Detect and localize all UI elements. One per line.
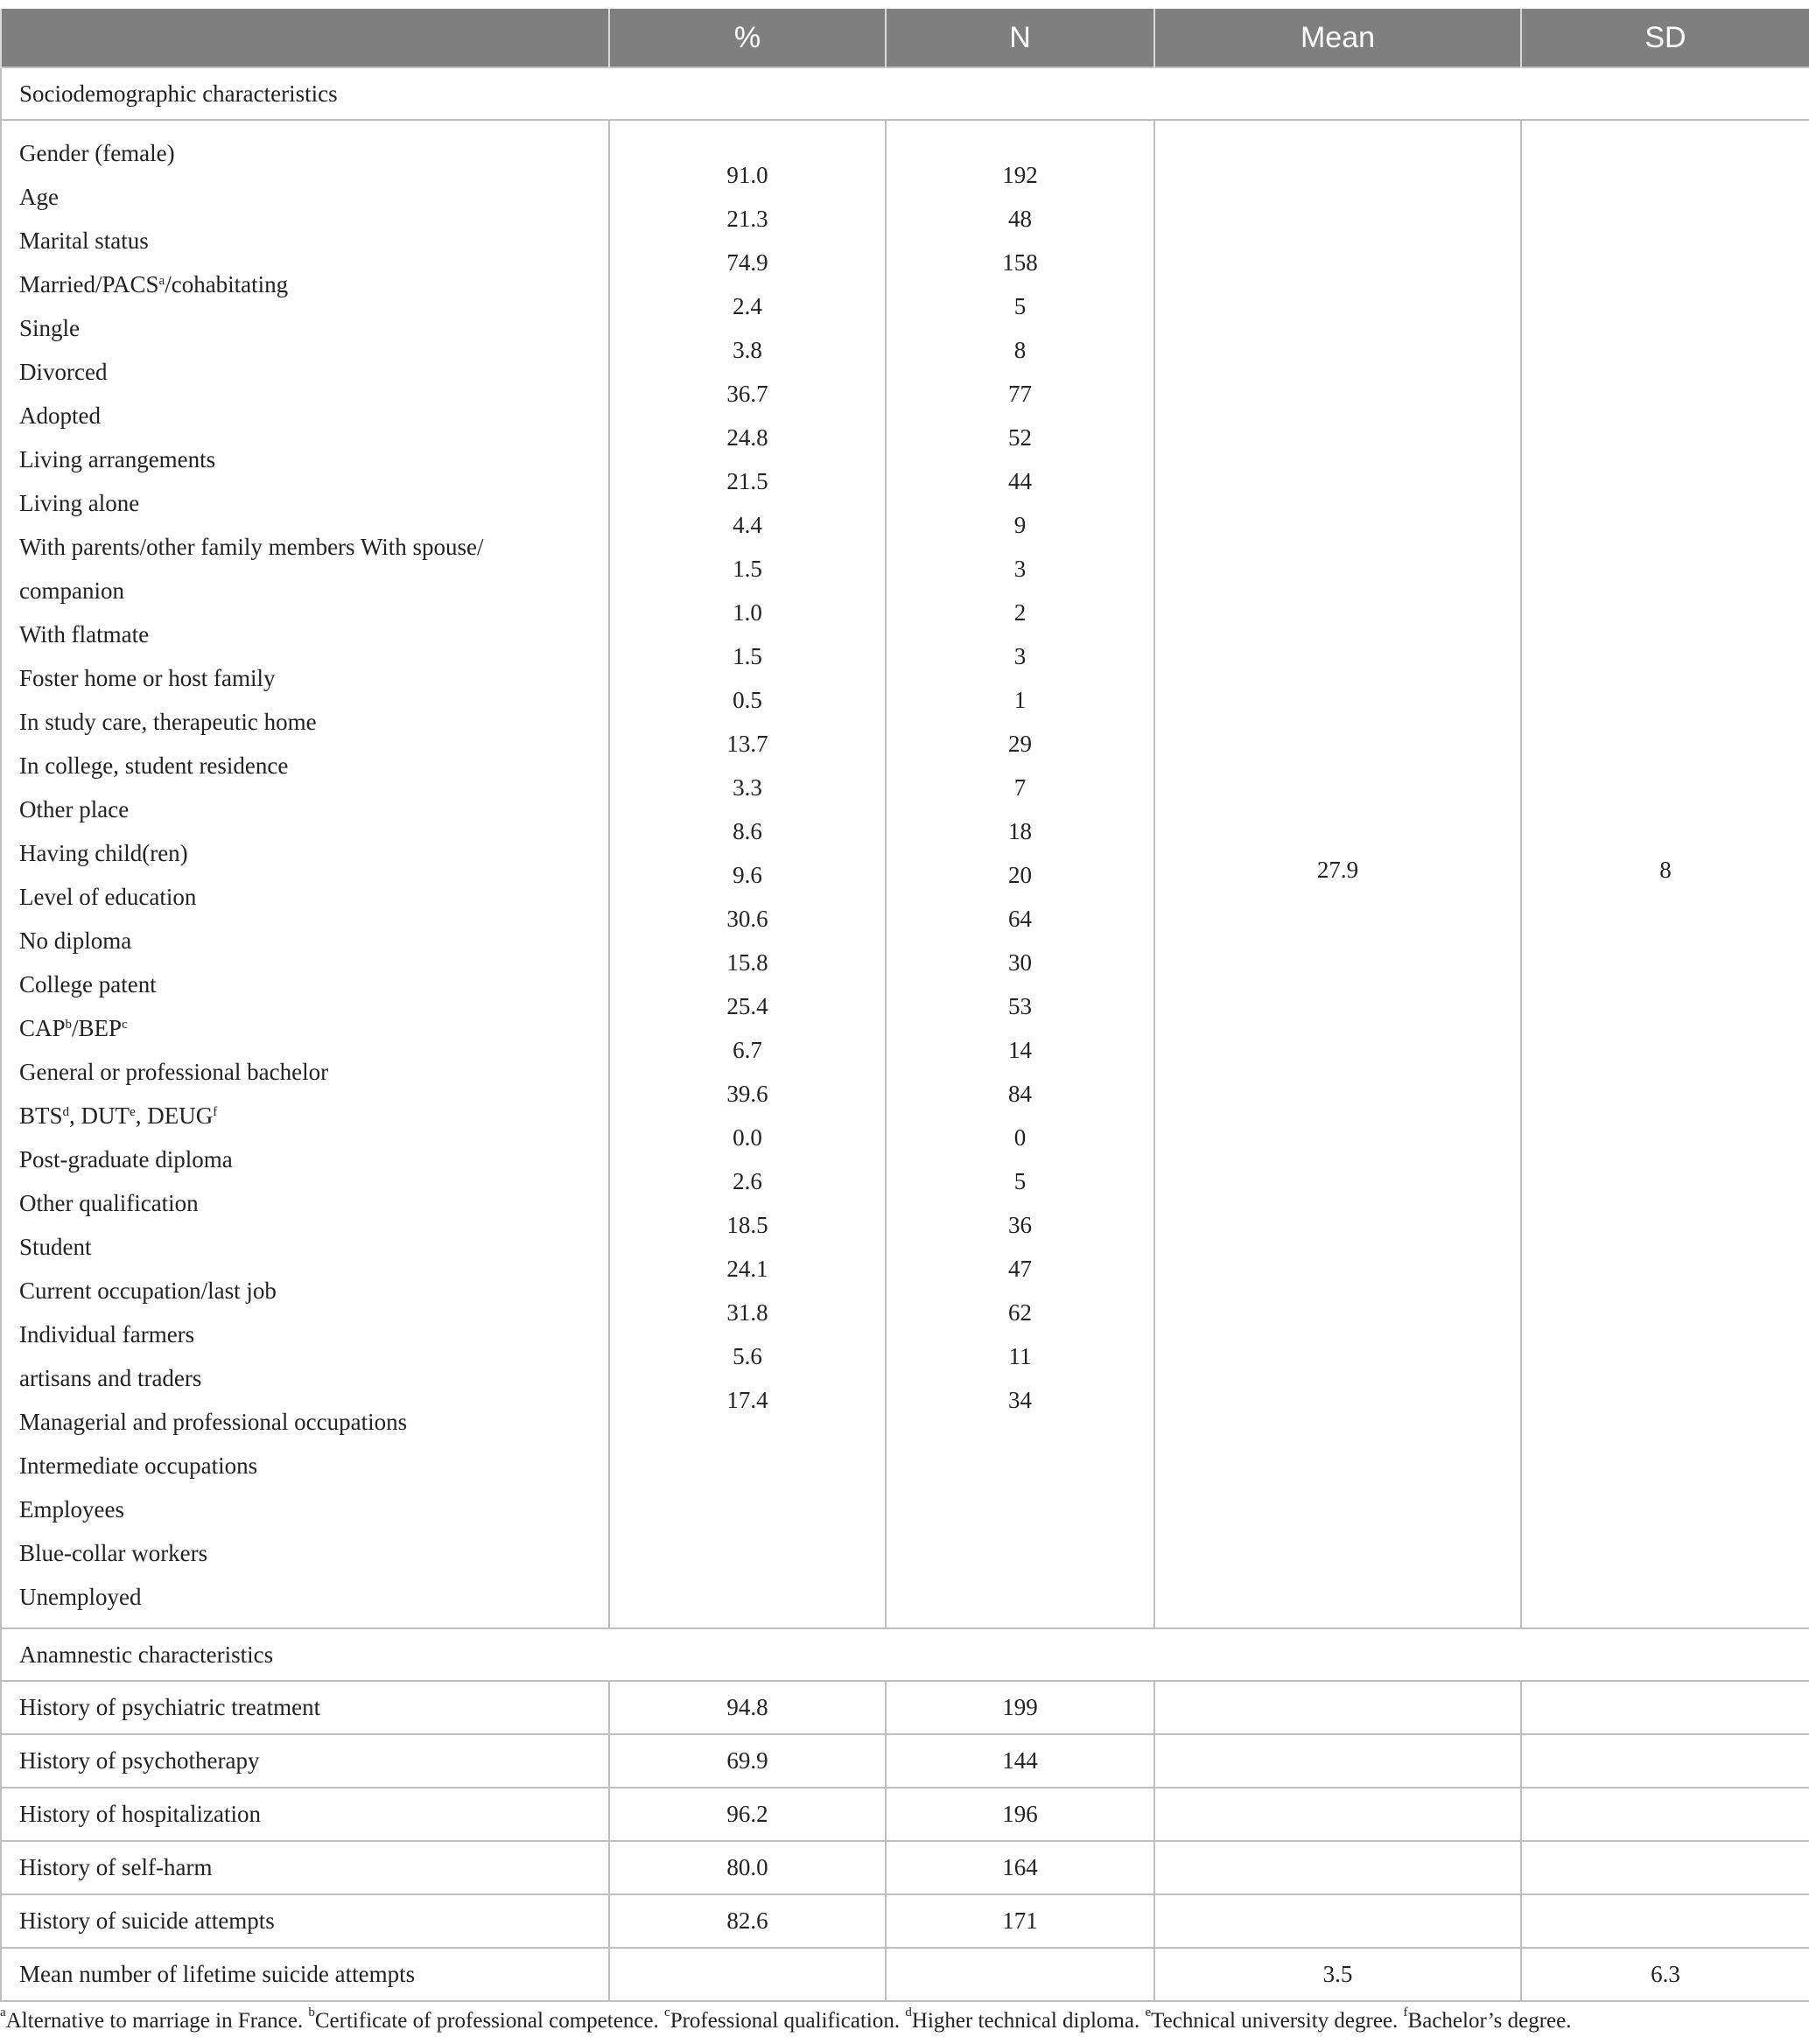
section-row bbox=[1, 1628, 1809, 1681]
sociodemographic-label: Blue-collar workers bbox=[19, 1540, 208, 1566]
sociodemographic-label: With flatmate bbox=[19, 621, 150, 648]
row-sd bbox=[1521, 1841, 1809, 1894]
sociodemographic-label: Other qualification bbox=[19, 1190, 199, 1216]
sociodemographic-n-value: 52 bbox=[1008, 424, 1032, 451]
sociodemographic-label: General or professional bachelor bbox=[19, 1059, 329, 1085]
sociodemographic-label: Current occupation/last job bbox=[19, 1278, 277, 1304]
sociodemographic-label: Living arrangements bbox=[19, 446, 216, 472]
row-percent: 80.0 bbox=[609, 1841, 886, 1894]
sociodemographic-label: companion bbox=[19, 578, 124, 604]
sociodemographic-n-value: 47 bbox=[1008, 1256, 1032, 1282]
sociodemographic-label: Other place bbox=[19, 796, 130, 822]
sociodemographic-percent-value: 2.6 bbox=[733, 1168, 762, 1194]
sociodemographic-percent-value: 74.9 bbox=[726, 249, 768, 276]
sociodemographic-label: In college, student residence bbox=[19, 752, 289, 779]
sociodemographic-percent-value: 24.8 bbox=[726, 424, 768, 451]
row-percent: 96.2 bbox=[609, 1788, 886, 1841]
sociodemographic-label: Marital status bbox=[19, 228, 149, 254]
section-row bbox=[1, 67, 1809, 120]
sociodemographic-percent-value: 9.6 bbox=[733, 862, 762, 888]
row-n: 196 bbox=[886, 1788, 1154, 1841]
sociodemographic-n-value: 77 bbox=[1008, 381, 1032, 407]
row-mean bbox=[1154, 1788, 1521, 1841]
age-mean-value: 27.9 bbox=[1154, 120, 1521, 1628]
sociodemographic-n-column bbox=[886, 120, 1154, 1628]
sociodemographic-percent-value: 2.4 bbox=[733, 293, 762, 319]
sociodemographic-percent-value: 15.8 bbox=[726, 949, 768, 976]
row-mean: 3.5 bbox=[1154, 1948, 1521, 2001]
sociodemographic-label: CAP$^b$/BEP$^c$ bbox=[19, 1015, 128, 1041]
sociodemographic-n-value: 20 bbox=[1008, 862, 1032, 888]
header-percent: % bbox=[609, 9, 886, 67]
sociodemographic-n-value: 53 bbox=[1008, 993, 1032, 1019]
sociodemographic-n-value: 11 bbox=[1008, 1343, 1032, 1369]
sociodemographic-percent-value: 36.7 bbox=[726, 381, 768, 407]
sociodemographic-n-value: 48 bbox=[1008, 206, 1032, 232]
row-label: History of psychiatric treatment bbox=[1, 1681, 609, 1734]
sociodemographic-label: College patent bbox=[19, 971, 157, 998]
sociodemographic-n-value: 3 bbox=[1013, 643, 1027, 669]
row-label: History of hospitalization bbox=[1, 1788, 609, 1841]
sociodemographic-n-value: 34 bbox=[1008, 1387, 1032, 1413]
sociodemographic-n-value: 192 bbox=[1002, 162, 1038, 188]
sociodemographic-label: No diploma bbox=[19, 928, 132, 954]
sociodemographic-label: With parents/other family members With spouse/ bbox=[19, 534, 484, 560]
sociodemographic-label: Gender (female) bbox=[19, 140, 175, 166]
sociodemographic-percent-value: 21.3 bbox=[726, 206, 768, 232]
sociodemographic-n-value: 29 bbox=[1008, 731, 1032, 757]
row-n bbox=[886, 1948, 1154, 2001]
sociodemographic-label: Employees bbox=[19, 1496, 124, 1522]
sociodemographic-label: Post-graduate diploma bbox=[19, 1146, 233, 1172]
sociodemographic-n-value: 3 bbox=[1013, 556, 1027, 582]
sociodemographic-percent-value: 1.5 bbox=[733, 556, 762, 582]
row-sd: 6.3 bbox=[1521, 1948, 1809, 2001]
sociodemographic-percent-value: 3.8 bbox=[733, 337, 762, 363]
sociodemographic-percent-value: 0.5 bbox=[733, 687, 762, 713]
sociodemographic-percent-value: 4.4 bbox=[733, 512, 762, 538]
table-row bbox=[1, 1681, 1809, 1734]
sociodemographic-n-value: 62 bbox=[1008, 1299, 1032, 1326]
sociodemographic-label: Individual farmers bbox=[19, 1321, 195, 1348]
sociodemographic-label: Living alone bbox=[19, 490, 140, 516]
header-row bbox=[1, 9, 1809, 67]
row-label: History of suicide attempts bbox=[1, 1894, 609, 1948]
row-label: Mean number of lifetime suicide attempts bbox=[1, 1948, 609, 2001]
section-title-anamnestic: Anamnestic characteristics bbox=[1, 1628, 1809, 1681]
row-n: 144 bbox=[886, 1734, 1154, 1788]
row-mean bbox=[1154, 1734, 1521, 1788]
sociodemographic-percent-value: 8.6 bbox=[733, 818, 762, 844]
sociodemographic-n-value: 1 bbox=[1013, 687, 1027, 713]
sociodemographic-label: Unemployed bbox=[19, 1584, 142, 1610]
sociodemographic-percent-value: 5.6 bbox=[733, 1343, 762, 1369]
row-sd bbox=[1521, 1788, 1809, 1841]
header-n: N bbox=[886, 9, 1154, 67]
sociodemographic-percent-value: 0.0 bbox=[733, 1124, 762, 1151]
row-n: 164 bbox=[886, 1841, 1154, 1894]
sociodemographic-label: BTS$^d$, DUT$^e$, DEUG$^f$ bbox=[19, 1102, 218, 1129]
row-mean bbox=[1154, 1894, 1521, 1948]
table-container bbox=[0, 9, 1809, 2002]
sociodemographic-percent-value: 30.6 bbox=[726, 906, 768, 932]
sociodemographic-n-value: 0 bbox=[1013, 1124, 1027, 1151]
sociodemographic-n-value: 7 bbox=[1013, 774, 1027, 801]
sociodemographic-n-value: 64 bbox=[1008, 906, 1032, 932]
sociodemographic-label: Managerial and professional occupations bbox=[19, 1409, 408, 1435]
sociodemographic-label: Student bbox=[19, 1234, 92, 1260]
row-label: History of self-harm bbox=[1, 1841, 609, 1894]
row-mean bbox=[1154, 1841, 1521, 1894]
table-row bbox=[1, 1948, 1809, 2001]
row-percent: 69.9 bbox=[609, 1734, 886, 1788]
row-n: 199 bbox=[886, 1681, 1154, 1734]
sociodemographic-label: artisans and traders bbox=[19, 1365, 202, 1391]
sociodemographic-label: Single bbox=[19, 315, 81, 341]
sociodemographic-labels bbox=[1, 120, 609, 1628]
sociodemographic-percent-value: 6.7 bbox=[733, 1037, 762, 1063]
sociodemographic-label: Adopted bbox=[19, 402, 101, 429]
sociodemographic-percent-value: 13.7 bbox=[726, 731, 768, 757]
sociodemographic-n-value: 9 bbox=[1013, 512, 1027, 538]
sociodemographic-percent-value: 1.0 bbox=[733, 599, 762, 626]
sociodemographic-percent-value: 91.0 bbox=[726, 162, 768, 188]
row-percent: 82.6 bbox=[609, 1894, 886, 1948]
sociodemographic-n-value: 5 bbox=[1013, 1168, 1027, 1194]
sociodemographic-label: Divorced bbox=[19, 359, 108, 385]
row-mean bbox=[1154, 1681, 1521, 1734]
sociodemographic-percent-value: 21.5 bbox=[726, 468, 768, 494]
sociodemographic-n-value: 8 bbox=[1013, 337, 1027, 363]
sociodemographic-n-value: 158 bbox=[1002, 249, 1038, 276]
sociodemographic-label: In study care, therapeutic home bbox=[19, 709, 317, 735]
sociodemographic-percent-value: 18.5 bbox=[726, 1212, 768, 1238]
sociodemographic-n-value: 5 bbox=[1013, 293, 1027, 319]
table-row bbox=[1, 1734, 1809, 1788]
row-sd bbox=[1521, 1681, 1809, 1734]
table-row bbox=[1, 1841, 1809, 1894]
table-footnote: $^a$Alternative to marriage in France. $^b$Certificate of professional competence. $^c$Professional qualification. $^d$Higher technical diploma. $^e$Technical university degree. $^f$Bachelor’s degree. bbox=[0, 2006, 1572, 2033]
sociodemographic-n-value: 2 bbox=[1013, 599, 1027, 626]
row-sd bbox=[1521, 1734, 1809, 1788]
sociodemographic-label: Age bbox=[19, 184, 59, 210]
row-sd bbox=[1521, 1894, 1809, 1948]
sociodemographic-percent-column bbox=[609, 120, 886, 1628]
sociodemographic-n-value: 84 bbox=[1008, 1081, 1032, 1107]
sociodemographic-percent-value: 24.1 bbox=[726, 1256, 768, 1282]
row-label: History of psychotherapy bbox=[1, 1734, 609, 1788]
anamnestic-rows bbox=[1, 1681, 1809, 2001]
characteristics-table bbox=[0, 9, 1809, 2002]
sociodemographic-label: Having child(ren) bbox=[19, 840, 188, 866]
row-percent: 94.8 bbox=[609, 1681, 886, 1734]
sociodemographic-label: Foster home or host family bbox=[19, 665, 276, 691]
sociodemographic-label: Married/PACS$^a$/cohabitating bbox=[19, 271, 289, 298]
sociodemographic-percent-value: 17.4 bbox=[726, 1387, 768, 1413]
table-row bbox=[1, 1894, 1809, 1948]
sociodemographic-n-value: 30 bbox=[1008, 949, 1032, 976]
sociodemographic-label: Intermediate occupations bbox=[19, 1452, 258, 1479]
row-percent bbox=[609, 1948, 886, 2001]
header-label bbox=[1, 9, 609, 67]
header-mean: Mean bbox=[1154, 9, 1521, 67]
sociodemographic-block bbox=[1, 120, 1809, 1628]
header-sd: SD bbox=[1521, 9, 1809, 67]
table-row bbox=[1, 1788, 1809, 1841]
row-n: 171 bbox=[886, 1894, 1154, 1948]
sociodemographic-percent-value: 31.8 bbox=[726, 1299, 768, 1326]
sociodemographic-n-value: 18 bbox=[1008, 818, 1032, 844]
age-sd-value: 8 bbox=[1521, 120, 1809, 1628]
sociodemographic-n-value: 14 bbox=[1008, 1037, 1032, 1063]
sociodemographic-percent-value: 1.5 bbox=[733, 643, 762, 669]
section-title-sociodemographic: Sociodemographic characteristics bbox=[1, 67, 1809, 120]
sociodemographic-percent-value: 39.6 bbox=[726, 1081, 768, 1107]
sociodemographic-percent-value: 3.3 bbox=[733, 774, 762, 801]
sociodemographic-n-value: 36 bbox=[1008, 1212, 1032, 1238]
sociodemographic-percent-value: 25.4 bbox=[726, 993, 768, 1019]
sociodemographic-label: Level of education bbox=[19, 884, 197, 910]
sociodemographic-n-value: 44 bbox=[1008, 468, 1032, 494]
